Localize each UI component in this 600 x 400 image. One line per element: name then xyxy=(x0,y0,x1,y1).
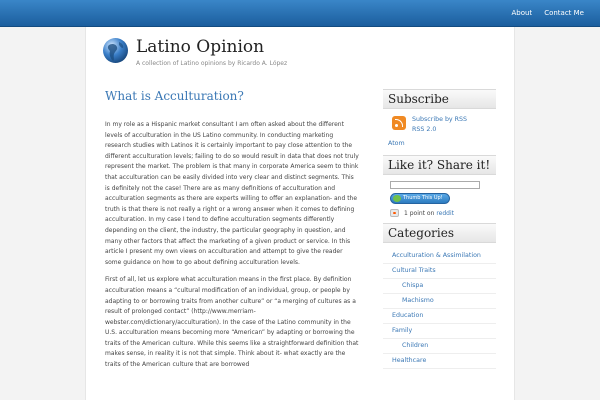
top-nav xyxy=(505,0,590,27)
post-title[interactable]: What is Acculturation? xyxy=(105,89,244,103)
share-widget xyxy=(383,155,496,217)
categories-widget xyxy=(383,223,496,369)
category-link[interactable]: Children xyxy=(402,342,429,349)
subscribe-title: Subscribe xyxy=(383,89,496,109)
site-title[interactable]: Latino Opinion xyxy=(136,37,265,57)
thumb-up-button[interactable] xyxy=(390,193,450,204)
category-link[interactable]: Acculturation & Assimilation xyxy=(392,252,481,259)
category-link[interactable]: Family xyxy=(392,327,413,334)
post-paragraph: In my role as a Hispanic market consultant I am often asked about the different levels of acculturation in the US Latino community. In conducting marketing research studies with Latinos it is certainly important to pay close attention to the different acculturation levels; failing to do so would result in data that does not truly represent the market. The problem is that many in corporate America seem to think that acculturation can be easily divided into very clear and distinct segments. This is definitely not the case! There are as many definitions of acculturation and acculturation segments as there are experts willing to offer an explanation- and the truth is that there is not really a right or a wrong answer when it comes to defining acculturation. In my case I tend to define acculturation segments differently depending on the client, the industry, the particular geography in question, and many other factors that affect the marketing of a given product or service. In this article I present my own views on acculturation and attempt to give the reader some guidance on how to go about defining acculturation levels. xyxy=(105,121,359,266)
category-link[interactable]: Chispa xyxy=(402,282,424,289)
category-item xyxy=(383,249,496,264)
top-bar xyxy=(0,0,600,27)
category-list xyxy=(383,249,496,369)
sidebar xyxy=(383,89,496,375)
category-item xyxy=(383,264,496,279)
reddit-icon[interactable] xyxy=(390,209,399,217)
rss-icon[interactable] xyxy=(392,116,406,130)
category-item xyxy=(383,309,496,324)
thumb-icon xyxy=(393,195,401,202)
category-link[interactable]: Healthcare xyxy=(392,357,427,364)
nav-contact-link[interactable]: Contact Me xyxy=(544,9,584,17)
subscribe-rss-link[interactable]: Subscribe by RSS xyxy=(412,116,468,123)
share-title: Like it? Share it! xyxy=(383,155,496,175)
category-item xyxy=(383,354,496,369)
post-body xyxy=(105,120,360,371)
reddit-count: 1 point on xyxy=(404,209,435,217)
rss2-link[interactable]: RSS 2.0 xyxy=(412,126,437,133)
reddit-row xyxy=(383,209,496,217)
category-link[interactable]: Cultural Traits xyxy=(392,267,436,274)
category-item xyxy=(383,294,496,309)
categories-title: Categories xyxy=(383,223,496,243)
category-item xyxy=(383,339,496,354)
globe-icon[interactable] xyxy=(102,37,129,64)
category-item xyxy=(383,279,496,294)
thumb-up-label: Thumb This Up! xyxy=(403,195,443,201)
category-link[interactable]: Education xyxy=(392,312,424,319)
site-tagline: A collection of Latino opinions by Ricardo A. López xyxy=(136,60,288,67)
share-input[interactable] xyxy=(390,181,480,189)
atom-link[interactable]: Atom xyxy=(388,140,405,147)
subscribe-widget xyxy=(383,89,496,149)
reddit-score xyxy=(404,210,454,217)
site-header xyxy=(86,27,515,77)
category-item xyxy=(383,324,496,339)
page-container xyxy=(85,27,515,400)
category-link[interactable]: Machismo xyxy=(402,297,434,304)
reddit-link[interactable]: reddit xyxy=(436,209,455,217)
rss-row xyxy=(383,115,496,135)
post-paragraph: First of all, let us explore what acculturation means in the first place. By definition acculturation means a “cultural modification of an individual, group, or people by adapting to or borrowing traits from another culture” or “a merging of cultures as a result of prolonged contact” (http://www.merriam-webster.com/dictionary/acculturation). In the case of the Latino community in the U.S. acculturation means becoming more “American” by adapting or borrowing the traits of the American culture. While this seems like a straightforward definition that makes sense, in reality it is not that simple. Think about it- what exactly are the traits of the American culture that are borrowed xyxy=(105,276,359,369)
main-content xyxy=(105,89,360,378)
nav-about-link[interactable]: About xyxy=(511,9,533,17)
